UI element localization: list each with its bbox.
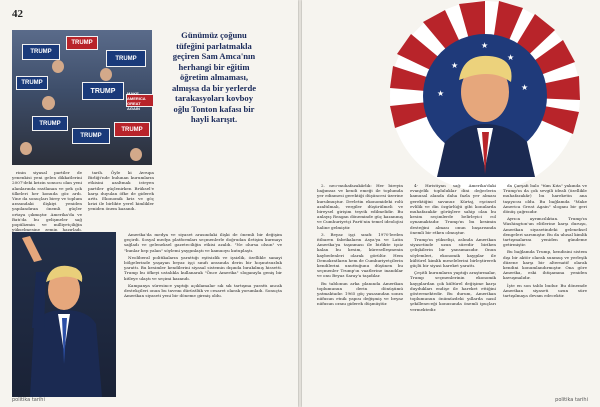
trump-sign: TRUMP [66, 36, 98, 50]
paragraph: Neoliberal politikaların yarattığı eşitsizlik ve işsizlik, özellikle sanayi bölgelerinde yaşayan beyaz işçi sınıfı arasında derin bir hoşnutsuzluk yarattı. Bu kesimler kendilerini siyasal sistemin dışında bırakılmış hissetti. Trump bu öfkeyi ustalıkla kullanarak "Önce Amerika" sloganıyla geniş bir kitleye ulaştı ve seçimi kazandı. [124, 254, 282, 281]
paragraph: Ayrıca ayrımcılıktan. Trump'ın Washington'un elitlerine karşı duruşu, Amerikan siyasetindeki geleneksel dengeleri sarsmıştır. Bu da ulusal kimlik tartışmalarını yeniden gündeme getirmiştir. [503, 216, 587, 248]
page-footer: politika tarihi [12, 397, 45, 403]
paragraph: tarih. Öyle ki Avrupa Birliği'nde bulunan kurumların etkisini azaltmak isteyen partiler güçlenirken Brüksel'e karşı duyulan öfke de giderek arttı. Ekonomik kriz ve göç krizi ile birlikte yerel kimlikler yeniden önem kazandı. [88, 170, 154, 212]
star-icon: ★ [481, 41, 489, 50]
paragraph: Amerika'da medya ve siyaset arasındaki ilişki de önemli bir değişim geçirdi. Sosyal medya platformları seçmenlerle doğrudan iletişim kurmayı sağladı ve geleneksel gazeteciliğin etkisi azaldı. "Ne olursa olsun" ve "bunlar hep yalan" söylemi yaygınlaştı ve kamuoyu kutuplaştı. [124, 232, 282, 253]
trump-sign: TRUMP [72, 128, 110, 144]
paragraph: Kampanya süresince yaptığı açıklamalar sık sık tartışma yarattı ancak destekçileri onun bu tavrını dürüstlük ve cesaret olarak yorumladı. Sonuçta Amerikan siyaseti yeni bir döneme girmiş oldu. [124, 282, 282, 299]
paragraph: İşte en son tablo budur. Bu dönemde Amerikan siyaseti uzun süre tartışılmaya devam edecektir. [503, 282, 587, 299]
page-number: 42 [12, 8, 23, 20]
trump-sign: TRUMP [16, 76, 48, 90]
supporter-face [100, 68, 112, 81]
text-column-5 [503, 183, 587, 393]
paragraph: Bu tablonun arka planında Amerikan toplumunun derin dönüşümü yatmaktadır. 1965 göç yasasından sonra nüfusun etnik yapısı değişmiş ve beyaz nüfusun oranı giderek düşmüştür. [317, 280, 403, 307]
paragraph: Trump'ın yükselişi, aslında Amerikan siyasetinde uzun süredir biriken çelişkilerin bir yansımasıdır. Onun söylemleri, ekonomik kaygılar ile kültürel kimlik meselelerini birleştirerek güçlü bir siyasi hareket yarattı. [410, 237, 496, 269]
supporter-face [130, 148, 142, 161]
text-column-4 [410, 183, 496, 393]
paragraph: rinin siyasal partiler de yenenkisi yeni gelen dikkatlerini 2007'deki krizin sonucu olan yeni alanlarında rastlanan ve pek çok ülkeleri her konuda göz ardı. Yine da sonuçları birey ve toplum arasındaki ilişkiyi yeniden yapılandıran önemli güçler ortaya çıkmıştır. Amerika'da ve Batı'da bu gelişmeler sağ popülizmin ve milliyetçiliğin yükselmesine zemin hazırladı. [12, 170, 82, 233]
star-icon: ★ [437, 89, 445, 98]
trump-sign: TRUMP [32, 116, 68, 131]
trump-figure-icon [12, 232, 116, 397]
trump-flag-portrait [385, 0, 598, 177]
text-column-2 [124, 232, 282, 397]
star-icon: ★ [507, 53, 515, 62]
text-column-1b [88, 170, 154, 230]
supporter-face [20, 142, 32, 155]
trump-sign: TRUMP [114, 122, 150, 137]
supporter-face [42, 96, 55, 110]
slogan-sign: MAKE AMERICA GREAT AGAIN [126, 94, 154, 107]
trump-sign: TRUMP [22, 44, 60, 60]
paragraph: Bu bağlamda Trump, kendisini sistem dışı bir aktör olarak sunmuş ve yerleşik düzene karşı bir alternatif olarak kendini konumlandırmıştır. Ona göre Amerika, eski ihtişamına yeniden kavuşmalıdır. [503, 249, 587, 281]
page-footer: politika tarihi [555, 397, 588, 403]
paragraph: 3. Beyaz işçi sınıfı: 1970'lerden itibaren fabrikaların Asya'ya ve Latin Amerika'ya taşınması ile birlikte işsiz kalan bu kesim, küreselleşmenin kaybedenleri olarak görülür. Hem Demokratların hem de Cumhuriyetçilerin kendilerini unuttuğunu düşünen bu seçmenler Trump'ın vaatlerine inandılar ve onu Beyaz Saray'a taşıdılar. [317, 231, 403, 279]
rally-crowd-photo [12, 30, 152, 165]
paragraph: Çeşitli kurumların yaptığı araştırmalar, Trump seçmenlerinin ekonomik kaygılardan çok kültürel değişime karşı duydukları endişe ile hareket ettiğini göstermektedir. Bu durum, Amerikan toplumunun önümüzdeki yıllarda nasıl şekilleneceği konusunda önemli ipuçları vermektedir. [410, 270, 496, 312]
paragraph: da Çarşafı balo "tüm Kıta" yakında ve Trump'ın da çok sevgili ideali (özellikle muhafazakâr) bu hareketin ana taşıyıcısı oldu. Bu bağlamda "Make America Great Again" sloganı bir geri dönüş çağrısıdır. [503, 183, 587, 215]
star-icon: ★ [451, 61, 459, 70]
text-column-1 [12, 170, 82, 233]
trump-sign: TRUMP [82, 82, 124, 100]
trump-sign: TRUMP [106, 50, 146, 67]
supporter-face [52, 60, 64, 73]
pull-quote: Günümüz çoğunu tüfeğini parlatmakla geçiren Sam Amca'nın herhangi bir eğitim öğretim almaması, almışsa da bir yerlerde tarakasyoları kovboy oğlu Tonton kafası bir hayli karışıt. [171, 30, 257, 124]
paragraph: 4- Hıristiyan sağ: Amerika'daki evanjelik topluluklar dini değerlerin kamusal alanda daha fazla yer alması gerektiğini savunur. Kürtaj, eşcinsel evlilik ve din özgürlüğü gibi konularda muhafazakâr görüşlere sahip olan bu kesim seçimlerde belirleyici rol oynamaktadır. Trump'ın bu kesimin desteğini alması onun başarısında önemli bir etken olmuştur. [410, 183, 496, 235]
left-page [0, 0, 298, 407]
text-column-3 [317, 183, 403, 393]
paragraph: 2. neo-muhafazakârlık: Her bireyin bağımsız ve kendi emeği ile toplumda yer edinmesi gerektiği düşüncesi üzerine kurulmuştur. Devletin ekonomideki rolü azaltılmalı, vergiler düşürülmeli ve bireysel girişim teşvik edilmelidir. Bu anlayış Reagan döneminde güç kazanmış ve Cumhuriyetçi Parti'nin temel ideolojisi haline gelmiştir. [317, 183, 404, 230]
trump-pointing-photo [12, 232, 116, 397]
flag-sunburst-icon [385, 0, 598, 177]
star-icon: ★ [521, 83, 529, 92]
